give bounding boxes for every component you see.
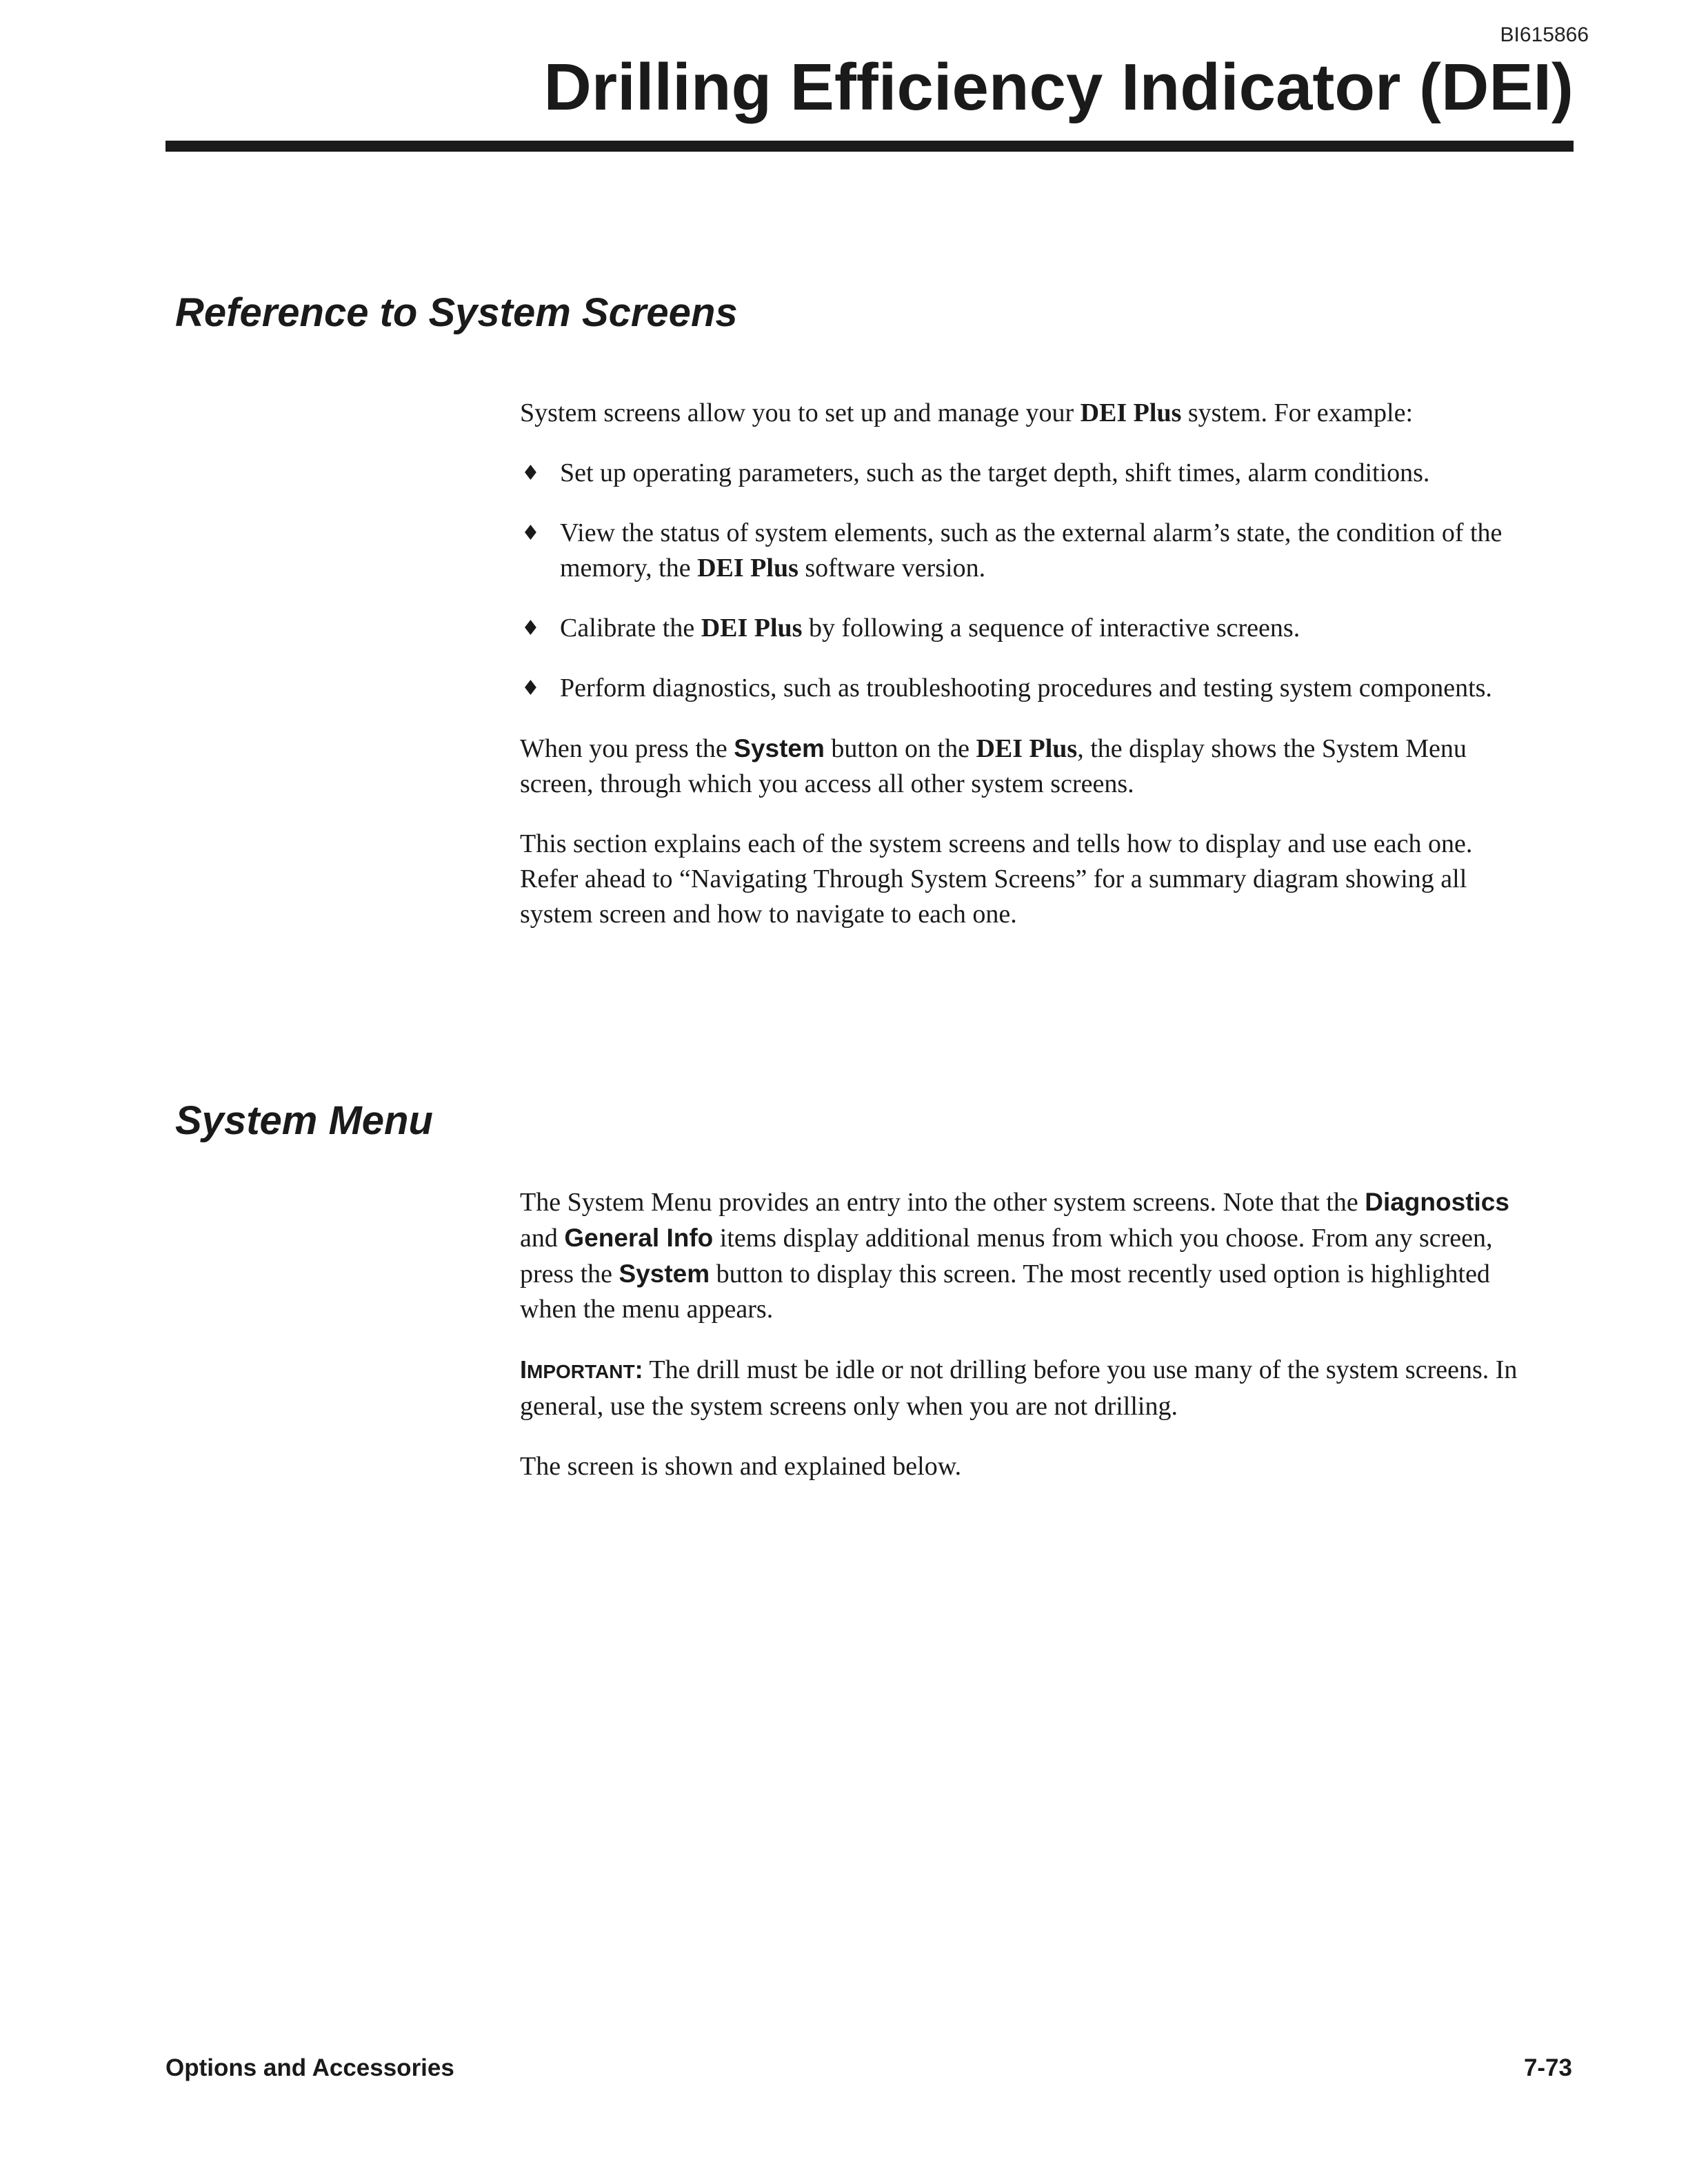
screen-explained-paragraph: The screen is shown and explained below. <box>520 1452 962 1481</box>
system-button-label: System <box>734 734 825 762</box>
title-rule <box>165 141 1574 152</box>
page-title: Drilling Efficiency Indicator (DEI) <box>543 50 1574 124</box>
section-body-system-menu <box>520 1184 1527 1509</box>
section-body-reference <box>520 396 1527 957</box>
intro-paragraph: System screens allow you to set up and manage your DEI Plus system. For example: <box>520 398 1414 427</box>
diagnostics-label: Diagnostics <box>1365 1188 1509 1216</box>
important-label: IMPORTANT: <box>520 1355 643 1384</box>
system-menu-paragraph: The System Menu provides an entry into the other system screens. Note that the Diagnostics and General Info items display additional menus from which you choose. From any screen, press the System button to display this screen. The most recently used option is highlighted when the menu appears. <box>520 1188 1509 1324</box>
diamond-bullet-icon: ♦ <box>521 521 540 545</box>
system-button-label: System <box>619 1260 710 1288</box>
navigation-paragraph: This section explains each of the system screens and tells how to display and use each one. Refer ahead to “Navigating Through System Screens” for a summary diagram showing all system screen and how to navigate to each one. <box>520 829 1473 929</box>
product-name: DEI Plus <box>976 734 1078 763</box>
product-name: DEI Plus <box>697 554 798 583</box>
list-item: ♦ Set up operating parameters, such as the target depth, shift times, alarm conditions. <box>520 456 1527 491</box>
document-id: BI615866 <box>1500 23 1589 46</box>
footer-section-title: Options and Accessories <box>165 2054 454 2081</box>
system-button-paragraph: When you press the System button on the DEI Plus, the display shows the System Menu screen, through which you access all other system screens. <box>520 734 1467 798</box>
diamond-bullet-icon: ♦ <box>521 676 540 700</box>
product-name: DEI Plus <box>1080 398 1182 427</box>
general-info-label: General Info <box>564 1224 714 1252</box>
list-item: ♦ View the status of system elements, such as the external alarm’s state, the condition of the memory, the DEI Plus software version. <box>520 516 1527 586</box>
page-number: 7-73 <box>1523 2054 1572 2081</box>
section-heading-reference: Reference to System Screens <box>175 290 738 335</box>
product-name: DEI Plus <box>701 614 803 643</box>
diamond-bullet-icon: ♦ <box>521 461 540 485</box>
diamond-bullet-icon: ♦ <box>521 616 540 640</box>
list-item: ♦ Calibrate the DEI Plus by following a sequence of interactive screens. <box>520 611 1527 646</box>
important-note: IMPORTANT: The drill must be idle or not drilling before you use many of the system screens. In general, use the system screens only when you are not drilling. <box>520 1355 1518 1421</box>
list-item: ♦ Perform diagnostics, such as troubleshooting procedures and testing system components. <box>520 671 1527 706</box>
feature-list <box>520 456 1527 706</box>
section-heading-system-menu: System Menu <box>175 1098 433 1143</box>
